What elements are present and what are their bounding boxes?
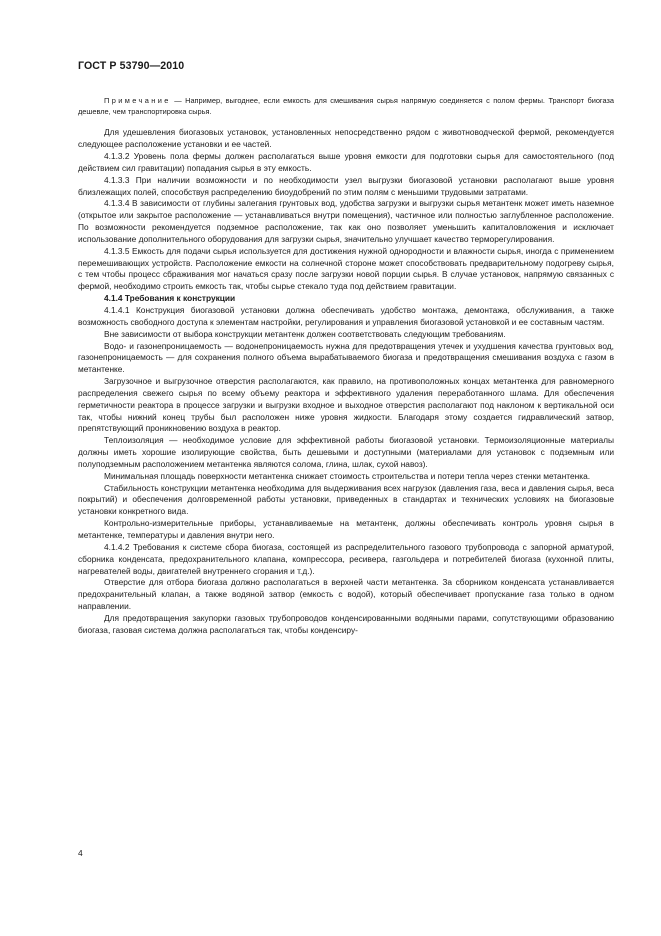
- paragraph: Минимальная площадь поверхности метантенка снижает стоимость строительства и потери тепла через стенки метантенка.: [104, 470, 591, 481]
- paragraph: Для удешевления биогазовых установок, установленных непосредственно рядом с животноводческой фермой, рекомендуется следующее расположение установки и ее частей.: [78, 127, 614, 150]
- paragraph: Теплоизоляция — необходимое условие для эффективной работы биогазовой установки. Термоизоляционные материалы должны иметь хорошие изолирующие свойства, быть дешевыми и доступными (материалами для установок с подземным или полуподземным расположением метантенка являются солома, глина, шлак, сухой навоз).: [78, 435, 614, 469]
- paragraph: 4.1.3.5 Емкость для подачи сырья используется для достижения нужной однородности и влажности сырья, иногда с применением перемешивающих устройств. Расположение емкости на солнечной стороне может способствовать предварительному подогреву сырья, с тем чтобы процесс сбраживания мог начаться сразу после загрузки новой порции сырья. В случае установок, напрямую связанных с фермой, необходимо строить емкость так, чтобы сырье стекало туда под действием гравитации.: [78, 245, 614, 292]
- paragraph: Контрольно-измерительные приборы, устанавливаемые на метантенк, должны обеспечивать контроль уровня сырья в метантенке, температуры и давления внутри него.: [78, 518, 614, 540]
- paragraph: 4.1.4.1 Конструкция биогазовой установки должна обеспечивать удобство монтажа, демонтажа, обслуживания, а также возможность свободного доступа к элементам настройки, регулирования и управления биогазовой установкой и ее составным частям.: [78, 304, 614, 327]
- note: [78, 95, 614, 118]
- paragraph: Для предотвращения закупорки газовых трубопроводов конденсированными водяными парами, сопутствующими образованию биогаза, газовая система должна располагаться так, чтобы конденсиру-: [78, 612, 614, 635]
- note-text: — Например, выгоднее, если емкость для смешивания сырья напрямую соединяется с полом фермы. Транспорт биогаза дешевле, чем транспортировка сырья.: [78, 96, 614, 117]
- paragraph: Водо- и газонепроницаемость — водонепроницаемость нужна для предотвращения утечек и ухудшения качества грунтовых вод, газонепроницаемость — для сохранения полного объема вырабатываемого биогаза и предотвращения смешивания воздуха с газом в метантенке.: [78, 340, 614, 375]
- subsection-heading: 4.1.4 Требования к конструкции: [104, 293, 236, 304]
- note-label: Примечание: [104, 96, 171, 105]
- paragraph: Стабильность конструкции метантенка необходима для выдерживания всех нагрузок (давления газа, веса и давления сырья, веса покрытий) и обеспечения долговременной работы установки, приведенных в стандартах и технических условиях на биогазовые установки конкретного вида.: [78, 482, 614, 517]
- page-number: 4: [78, 848, 83, 858]
- paragraph: Отверстие для отбора биогаза должно располагаться в верхней части метантенка. За сборником конденсата устанавливается предохранительный клапан, а также водяной затвор (емкость с водой), который обеспечивает пропускание газа только в одном направлении.: [78, 577, 614, 612]
- document-header: ГОСТ Р 53790—2010: [78, 60, 185, 72]
- document-body: [78, 95, 614, 637]
- paragraph: 4.1.3.2 Уровень пола фермы должен располагаться выше уровня емкости для подготовки сырья для самостоятельного (под действием сил гравитации) попадания сырья в эту емкость.: [78, 151, 614, 173]
- paragraph: 4.1.3.3 При наличии возможности и по необходимости узел выгрузки биогазовой установки располагают выше уровня близлежащих полей, способствуя распределению биоудобрений по этим полям с меньшими трудовыми затратами.: [78, 174, 614, 197]
- paragraph: Загрузочное и выгрузочное отверстия располагаются, как правило, на противоположных концах метантенка для равномерного распределения свежего сырья по всему объему реактора и эффективного удаления переработанного шлама. Для обеспечения герметичности реактора в процессе загрузки и выгрузки входное и выходное отверстия располагают под наклоном к вертикальной оси так, чтобы нижний конец трубы был расположен ниже уровня жидкости. Благодаря этому создается гидравлический затвор, препятствующий проникновению воздуха в реактор.: [78, 376, 614, 434]
- paragraph: 4.1.3.4 В зависимости от глубины залегания грунтовых вод, удобства загрузки и выгрузки сырья метантенк может иметь наземное (открытое или закрытое расположение — устанавливаться внутри помещения), частичное или полностью заглубленное расположение. По возможности рекомендуется подземное расположение, так как оно позволяет уменьшить капиталовложения и исключает использование дополнительного оборудования для загрузки сырья, значительно улучшает качество терморегулирования.: [78, 198, 614, 244]
- paragraph: 4.1.4.2 Требования к системе сбора биогаза, состоящей из распределительного газового трубопровода с запорной арматурой, сборника конденсата, предохранительного клапана, компрессора, ресивера, газгольдера и потребителей биогаза (кухонной плиты, нагревателей воды, двигателей внутреннего сгорания и т.д.).: [78, 541, 614, 576]
- paragraph: Вне зависимости от выбора конструкции метантенк должен соответствовать следующим требованиям.: [104, 328, 506, 339]
